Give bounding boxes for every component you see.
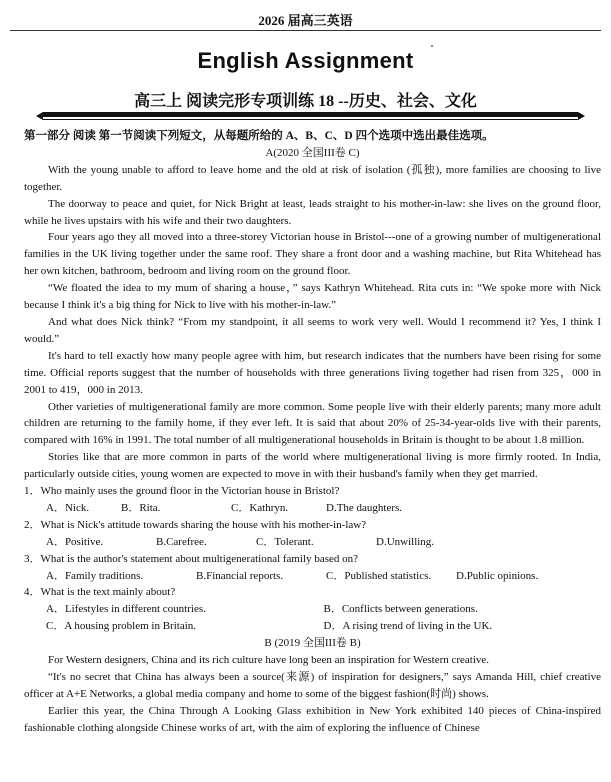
scan-dot — [431, 45, 433, 47]
question-4-options-row-2 — [24, 618, 601, 635]
option-c: C．A housing problem in Britain. — [46, 620, 197, 633]
option-b: B．Rita. — [121, 501, 161, 514]
question-4-stem: 4．What is the text mainly about? — [24, 586, 176, 599]
option-b: B．Conflicts between generations. — [323, 603, 478, 616]
option-a: A．Lifestyles in different countries. — [46, 603, 206, 616]
page-header — [0, 0, 611, 32]
option-c: C．Kathryn. — [231, 501, 289, 514]
paragraph: With the young unable to afford to leave home and the old at risk of isolation (孤独), more families are choosing to live together. — [24, 163, 601, 193]
question-3-options — [24, 568, 601, 585]
question-1-options — [24, 500, 601, 517]
divider-thin — [43, 119, 578, 120]
paragraph: Other varieties of multigenerational family are more common. Some people live with their elderly parents; many more adult children are returning to the family home, if they ever left. It is said that about 20% of 25-34-year-olds live with their parents, compared with 16% in 1991. The total number of all multigenerational households in Britain is thought to be about 1.8 million. — [24, 400, 601, 447]
question-4-options-row-1 — [24, 601, 601, 618]
header-text: 2026 届高三英语 — [258, 13, 353, 28]
option-d: D.Unwilling. — [376, 535, 435, 548]
paragraph: The doorway to peace and quiet, for Nick Bright at least, leads straight to his mother-in-law: she lives on the ground floor, while he lives upstairs with his wife and their two daughters. — [24, 197, 601, 227]
option-b: B.Financial reports. — [196, 569, 284, 582]
paragraph: It's hard to tell exactly how many people agree with him, but research indicates that the numbers have been rising for some time. Official reports suggest that the number of households with three generations living together had risen from 325，000 in 2001 to 419，000 in 2013. — [24, 349, 601, 396]
option-d: D.Public opinions. — [456, 569, 539, 582]
paragraph: Four years ago they all moved into a three-storey Victorian house in Bristol---one of a growing number of multigenerational families in the UK living together under the same roof. They share a front door and a washing machine, but Rita Whitehead has her own kitchen, bathroom, bedroom and living room on the ground floor. — [24, 231, 601, 278]
paragraph: For Western designers, China and its rich culture have long been an inspiration for Western creative. — [48, 654, 490, 667]
option-a: A．Family traditions. — [46, 569, 144, 582]
divider-thick — [43, 112, 578, 117]
paragraph: “We floated the idea to my mum of sharing a house，” says Kathryn Whitehead. Rita cuts in: “We spoke more with Nick because I think it's a big thing for Nick to live with his mother-in-law.” — [24, 282, 601, 312]
divider-cap-right — [578, 112, 585, 120]
divider-cap-left — [36, 112, 43, 120]
question-2-stem: 2．What is Nick's attitude towards sharing the house with his mother-in-law? — [24, 518, 367, 531]
question-1-stem: 1．Who mainly uses the ground floor in the Victorian house in Bristol? — [24, 485, 340, 498]
question-2-options — [24, 534, 601, 551]
paragraph: Stories like that are more common in parts of the world where multigenerational living is more firmly rooted. In India, particularly outside cities, young women are expected to move in with their husband's family when they get married. — [24, 451, 601, 481]
option-b: B.Carefree. — [156, 535, 207, 548]
paragraph: Earlier this year, the China Through A Looking Glass exhibition in New York exhibited 140 pieces of China-inspired fashionable clothing alongside Chinese works of art, with the aim of exploring the influence of Chinese — [24, 704, 601, 734]
passage-a-label: A(2020 全国III卷 C) — [265, 146, 360, 159]
option-a: A．Positive. — [46, 535, 104, 548]
option-a: A．Nick. — [46, 501, 90, 514]
page-title: English Assignment — [197, 48, 414, 73]
page-subtitle: 高三上 阅读完形专项训练 18 --历史、社会、文化 — [134, 93, 477, 110]
option-d: D.The daughters. — [326, 501, 403, 514]
passage-b-label: B (2019 全国III卷 B) — [264, 637, 361, 650]
option-d: D．A rising trend of living in the UK. — [323, 620, 493, 633]
header-rule — [10, 30, 601, 31]
paragraph: And what does Nick think? “From my standpoint, it all seems to work very well. Would I recommend it? Yes, I think I would.” — [24, 315, 601, 345]
option-c: C．Tolerant. — [256, 535, 314, 548]
option-c: C．Published statistics. — [326, 569, 432, 582]
paragraph: “It's no secret that China has always been a source(来源) of inspiration for designers,” says Amanda Hill, chief creative officer at A+E Networks, a global media company and home to some of the biggest fashion(时尚) shows. — [24, 671, 601, 700]
section-heading: 第一部分 阅读 第一节阅读下列短文，从每题所给的 A、B、C、D 四个选项中选出最佳选项。 — [24, 130, 494, 142]
document-body — [24, 128, 601, 737]
question-3-stem: 3．What is the author's statement about multigenerational family based on? — [24, 552, 359, 565]
